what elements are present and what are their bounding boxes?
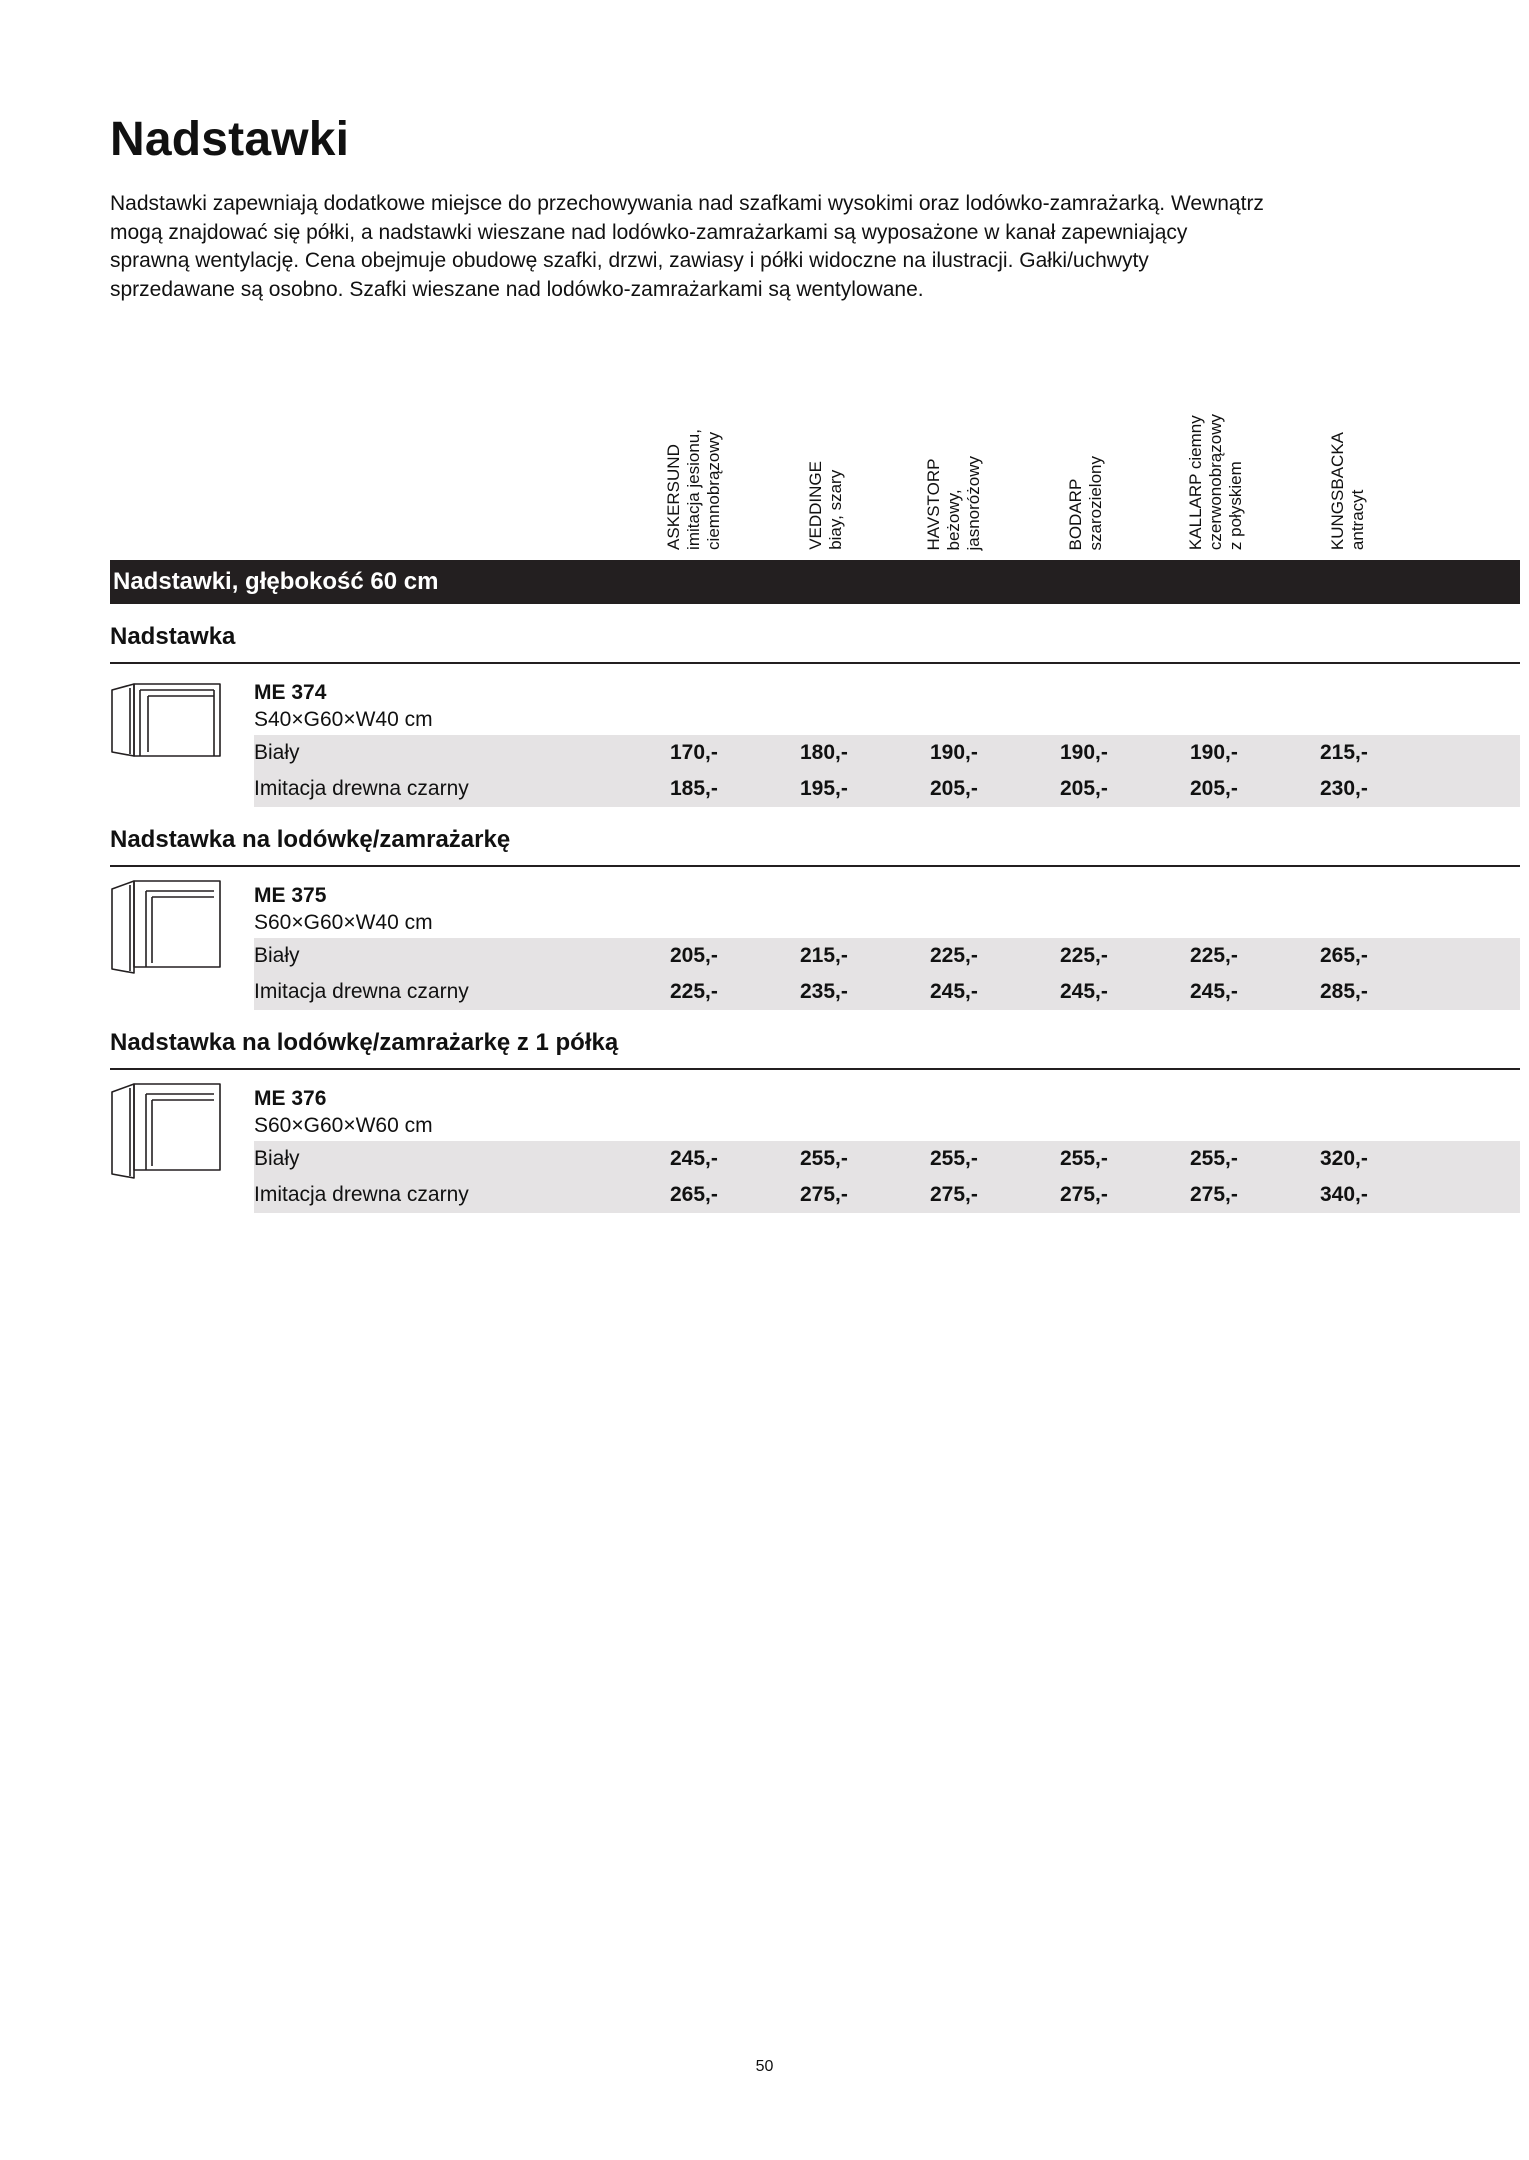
col-header-desc: czerwonobrązowy z połyskiem bbox=[1206, 413, 1245, 550]
model-code: ME 376 bbox=[254, 1087, 327, 1110]
price-row bbox=[254, 1141, 1520, 1177]
price-cell: 190,- bbox=[1060, 741, 1108, 764]
group-divider bbox=[110, 662, 1520, 664]
row-label: Biały bbox=[254, 741, 300, 764]
price-cell: 340,- bbox=[1320, 1183, 1368, 1206]
price-cell: 235,- bbox=[800, 980, 848, 1003]
price-cell: 245,- bbox=[930, 980, 978, 1003]
col-header-desc: beżowy, jasnoróżowy bbox=[944, 455, 983, 550]
group-title: Nadstawka bbox=[110, 623, 236, 650]
model-code: ME 375 bbox=[254, 884, 327, 907]
price-cell: 255,- bbox=[930, 1147, 978, 1170]
group-title: Nadstawka na lodówkę/zamrażarkę z 1 półką bbox=[110, 1029, 619, 1056]
col-header-veddinge bbox=[806, 461, 846, 550]
col-header-kungsbacka bbox=[1328, 432, 1368, 550]
cabinet-tall-icon bbox=[110, 1080, 222, 1180]
col-header-name: BODARP bbox=[1066, 478, 1085, 550]
product-group bbox=[110, 622, 1520, 842]
product-group bbox=[110, 825, 1520, 1045]
product-group bbox=[110, 1028, 1520, 1248]
price-cell: 255,- bbox=[1190, 1147, 1238, 1170]
price-cell: 180,- bbox=[800, 741, 848, 764]
row-label: Biały bbox=[254, 944, 300, 967]
col-header-bodarp bbox=[1066, 456, 1106, 551]
group-title: Nadstawka na lodówkę/zamrażarkę bbox=[110, 826, 511, 853]
model-code: ME 374 bbox=[254, 681, 327, 704]
price-cell: 185,- bbox=[670, 777, 718, 800]
price-cell: 215,- bbox=[800, 944, 848, 967]
col-header-name: KUNGSBACKA bbox=[1328, 431, 1347, 550]
intro-paragraph: Nadstawki zapewniają dodatkowe miejsce do przechowywania nad szafkami wysokimi oraz lodówko-zamrażarką. Wewnątrz mogą znajdować się półki, a nadstawki wieszane nad lodówko-zamrażarkami są wyposażone w kanał zapewniający sprawną wentylację. Cena obejmuje obudowę szafki, drzwi, zawiasy i półki widoczne na ilustracji. Gałki/uchwyty sprzedawane są osobno. Szafki wieszane nad lodówko-zamrażarkami są wentylowane. bbox=[110, 192, 1264, 301]
price-cell: 205,- bbox=[1190, 777, 1238, 800]
group-divider bbox=[110, 865, 1520, 867]
col-header-name: KALLARP ciemny bbox=[1186, 415, 1205, 550]
price-cell: 285,- bbox=[1320, 980, 1368, 1003]
col-header-havstorp bbox=[924, 456, 984, 551]
price-cell: 255,- bbox=[800, 1147, 848, 1170]
price-cell: 205,- bbox=[930, 777, 978, 800]
cabinet-wide-icon bbox=[110, 877, 222, 975]
price-cell: 230,- bbox=[1320, 777, 1368, 800]
price-cell: 255,- bbox=[1060, 1147, 1108, 1170]
col-header-name: ASKERSUND bbox=[664, 444, 683, 550]
price-cell: 275,- bbox=[1060, 1183, 1108, 1206]
cabinet-narrow-icon bbox=[110, 674, 222, 760]
price-row bbox=[254, 1177, 1520, 1213]
price-cell: 190,- bbox=[1190, 741, 1238, 764]
price-cell: 265,- bbox=[1320, 944, 1368, 967]
page-title: Nadstawki bbox=[110, 113, 350, 166]
price-cell: 245,- bbox=[670, 1147, 718, 1170]
price-cell: 205,- bbox=[670, 944, 718, 967]
col-header-name: HAVSTORP bbox=[924, 458, 943, 550]
row-label: Imitacja drewna czarny bbox=[254, 777, 469, 800]
model-dimensions: S60×G60×W60 cm bbox=[254, 1114, 433, 1137]
model-dimensions: S60×G60×W40 cm bbox=[254, 911, 433, 934]
group-divider bbox=[110, 1068, 1520, 1070]
price-cell: 225,- bbox=[1190, 944, 1238, 967]
price-row bbox=[254, 974, 1520, 1010]
price-cell: 170,- bbox=[670, 741, 718, 764]
price-cell: 320,- bbox=[1320, 1147, 1368, 1170]
price-cell: 225,- bbox=[1060, 944, 1108, 967]
col-header-kallarp bbox=[1186, 414, 1246, 550]
price-row bbox=[254, 771, 1520, 807]
page-number: 50 bbox=[755, 2058, 774, 2075]
price-cell: 225,- bbox=[670, 980, 718, 1003]
price-cell: 265,- bbox=[670, 1183, 718, 1206]
price-row bbox=[254, 735, 1520, 771]
price-row bbox=[254, 938, 1520, 974]
section-header: Nadstawki, głębokość 60 cm bbox=[110, 560, 1520, 604]
col-header-desc: szarozielony bbox=[1086, 455, 1105, 550]
price-cell: 190,- bbox=[930, 741, 978, 764]
col-header-name: VEDDINGE bbox=[806, 461, 825, 550]
price-cell: 275,- bbox=[800, 1183, 848, 1206]
price-cell: 275,- bbox=[930, 1183, 978, 1206]
price-cell: 225,- bbox=[930, 944, 978, 967]
price-cell: 245,- bbox=[1060, 980, 1108, 1003]
price-cell: 195,- bbox=[800, 777, 848, 800]
price-cell: 245,- bbox=[1190, 980, 1238, 1003]
row-label: Biały bbox=[254, 1147, 300, 1170]
model-dimensions: S40×G60×W40 cm bbox=[254, 708, 433, 731]
col-header-askersund bbox=[664, 429, 724, 550]
price-cell: 215,- bbox=[1320, 741, 1368, 764]
col-header-desc: antracyt bbox=[1348, 489, 1367, 550]
price-cell: 205,- bbox=[1060, 777, 1108, 800]
col-header-desc: imitacja jesionu, ciemnobrązowy bbox=[684, 429, 723, 550]
row-label: Imitacja drewna czarny bbox=[254, 1183, 469, 1206]
price-cell: 275,- bbox=[1190, 1183, 1238, 1206]
col-header-desc: biay, szary bbox=[826, 470, 845, 550]
row-label: Imitacja drewna czarny bbox=[254, 980, 469, 1003]
